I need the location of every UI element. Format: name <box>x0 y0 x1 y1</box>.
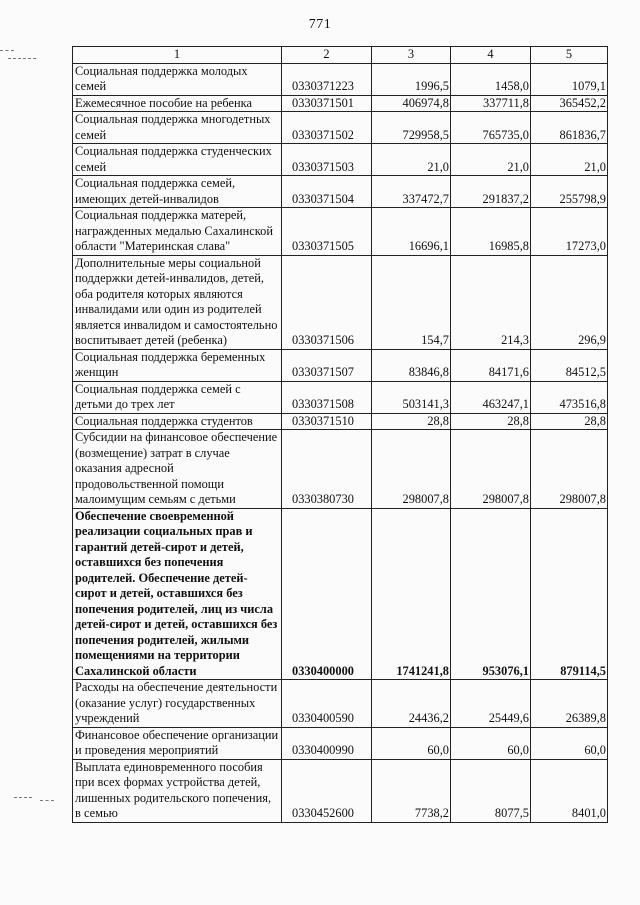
row-code-cell: 0330371507 <box>282 349 372 381</box>
value-cell-col4: 8077,5 <box>451 759 531 822</box>
row-name-cell: Социальная поддержка молодых семей <box>73 63 282 95</box>
scan-artifact <box>8 58 36 60</box>
value-cell-col3: 28,8 <box>372 413 451 430</box>
row-code-cell: 0330371506 <box>282 255 372 349</box>
row-code-cell: 0330371510 <box>282 413 372 430</box>
value-cell-col3: 337472,7 <box>372 176 451 208</box>
row-code-cell: 0330371502 <box>282 112 372 144</box>
value-cell-col4: 337711,8 <box>451 95 531 112</box>
value-cell-col4: 765735,0 <box>451 112 531 144</box>
value-cell-col5: 861836,7 <box>531 112 608 144</box>
value-cell-col3: 60,0 <box>372 727 451 759</box>
value-cell-col3: 83846,8 <box>372 349 451 381</box>
row-code-cell: 0330371223 <box>282 63 372 95</box>
row-code-cell: 0330380730 <box>282 430 372 509</box>
table-row <box>73 63 608 95</box>
row-name-cell: Социальная поддержка многодетных семей <box>73 112 282 144</box>
value-cell-col3: 16696,1 <box>372 208 451 256</box>
row-code-cell: 0330371504 <box>282 176 372 208</box>
table-row <box>73 413 608 430</box>
value-cell-col5: 60,0 <box>531 727 608 759</box>
value-cell-col3: 24436,2 <box>372 680 451 728</box>
row-name-cell: Социальная поддержка студенческих семей <box>73 144 282 176</box>
value-cell-col4: 21,0 <box>451 144 531 176</box>
row-name-cell: Дополнительные меры социальной поддержки детей-инвалидов, детей, оба родителя которых являются инвалидами или один из родителей является инвалидом и самостоятельно воспитывает детей (ребенка) <box>73 255 282 349</box>
row-code-cell: 0330371505 <box>282 208 372 256</box>
table-row <box>73 112 608 144</box>
value-cell-col5: 26389,8 <box>531 680 608 728</box>
value-cell-col5: 1079,1 <box>531 63 608 95</box>
value-cell-col3: 7738,2 <box>372 759 451 822</box>
table-row <box>73 759 608 822</box>
value-cell-col3: 503141,3 <box>372 381 451 413</box>
value-cell-col3: 154,7 <box>372 255 451 349</box>
value-cell-col4: 84171,6 <box>451 349 531 381</box>
value-cell-col5: 298007,8 <box>531 430 608 509</box>
row-code-cell: 0330371503 <box>282 144 372 176</box>
value-cell-col5: 8401,0 <box>531 759 608 822</box>
header-row <box>73 47 608 64</box>
row-name-cell: Обеспечение своевременной реализации социальных прав и гарантий детей-сирот и детей, оставшихся без попечения родителей. Обеспечение детей-сирот и детей, оставшихся без попечения родителей, лиц из числа детей-сирот и детей, оставшихся без попечения родителей, жилыми помещениями на территории Сахалинской области <box>73 508 282 680</box>
column-header: 1 <box>73 47 282 64</box>
row-code-cell: 0330452600 <box>282 759 372 822</box>
table-row <box>73 508 608 680</box>
value-cell-col4: 16985,8 <box>451 208 531 256</box>
table-row <box>73 208 608 256</box>
table-row <box>73 95 608 112</box>
value-cell-col4: 298007,8 <box>451 430 531 509</box>
table-row <box>73 144 608 176</box>
value-cell-col5: 879114,5 <box>531 508 608 680</box>
row-name-cell: Ежемесячное пособие на ребенка <box>73 95 282 112</box>
value-cell-col5: 296,9 <box>531 255 608 349</box>
value-cell-col3: 406974,8 <box>372 95 451 112</box>
column-header: 3 <box>372 47 451 64</box>
value-cell-col4: 953076,1 <box>451 508 531 680</box>
table-row <box>73 176 608 208</box>
table-row <box>73 680 608 728</box>
value-cell-col3: 729958,5 <box>372 112 451 144</box>
table-row <box>73 727 608 759</box>
row-name-cell: Социальная поддержка семей, имеющих детей-инвалидов <box>73 176 282 208</box>
value-cell-col3: 1996,5 <box>372 63 451 95</box>
value-cell-col5: 473516,8 <box>531 381 608 413</box>
value-cell-col4: 1458,0 <box>451 63 531 95</box>
page-number: 771 <box>308 17 332 32</box>
value-cell-col4: 291837,2 <box>451 176 531 208</box>
table-row <box>73 255 608 349</box>
value-cell-col3: 298007,8 <box>372 430 451 509</box>
row-name-cell: Социальная поддержка беременных женщин <box>73 349 282 381</box>
value-cell-col5: 17273,0 <box>531 208 608 256</box>
row-name-cell: Социальная поддержка матерей, награжденных медалью Сахалинской области "Материнская слава" <box>73 208 282 256</box>
value-cell-col4: 214,3 <box>451 255 531 349</box>
row-name-cell: Социальная поддержка студентов <box>73 413 282 430</box>
row-code-cell: 0330400590 <box>282 680 372 728</box>
table-row <box>73 430 608 509</box>
value-cell-col5: 84512,5 <box>531 349 608 381</box>
value-cell-col4: 25449,6 <box>451 680 531 728</box>
table-row <box>73 381 608 413</box>
row-name-cell: Финансовое обеспечение организации и проведения мероприятий <box>73 727 282 759</box>
column-header: 2 <box>282 47 372 64</box>
row-name-cell: Выплата единовременного пособия при всех формах устройства детей, лишенных родительского попечения, в семью <box>73 759 282 822</box>
value-cell-col5: 365452,2 <box>531 95 608 112</box>
value-cell-col5: 21,0 <box>531 144 608 176</box>
value-cell-col3: 21,0 <box>372 144 451 176</box>
row-name-cell: Субсидии на финансовое обеспечение (возмещение) затрат в случае оказания адресной продовольственной помощи малоимущим семьям с детьми <box>73 430 282 509</box>
scan-artifact <box>0 50 14 52</box>
row-code-cell: 0330400990 <box>282 727 372 759</box>
value-cell-col4: 60,0 <box>451 727 531 759</box>
scan-artifact <box>14 797 32 799</box>
value-cell-col4: 28,8 <box>451 413 531 430</box>
value-cell-col3: 1741241,8 <box>372 508 451 680</box>
column-header: 4 <box>451 47 531 64</box>
table-row <box>73 349 608 381</box>
row-name-cell: Социальная поддержка семей с детьми до трех лет <box>73 381 282 413</box>
value-cell-col5: 255798,9 <box>531 176 608 208</box>
budget-table <box>72 46 608 823</box>
value-cell-col4: 463247,1 <box>451 381 531 413</box>
row-name-cell: Расходы на обеспечение деятельности (оказание услуг) государственных учреждений <box>73 680 282 728</box>
row-code-cell: 0330371501 <box>282 95 372 112</box>
scan-artifact <box>40 800 54 802</box>
column-header: 5 <box>531 47 608 64</box>
row-code-cell: 0330371508 <box>282 381 372 413</box>
row-code-cell: 0330400000 <box>282 508 372 680</box>
value-cell-col5: 28,8 <box>531 413 608 430</box>
